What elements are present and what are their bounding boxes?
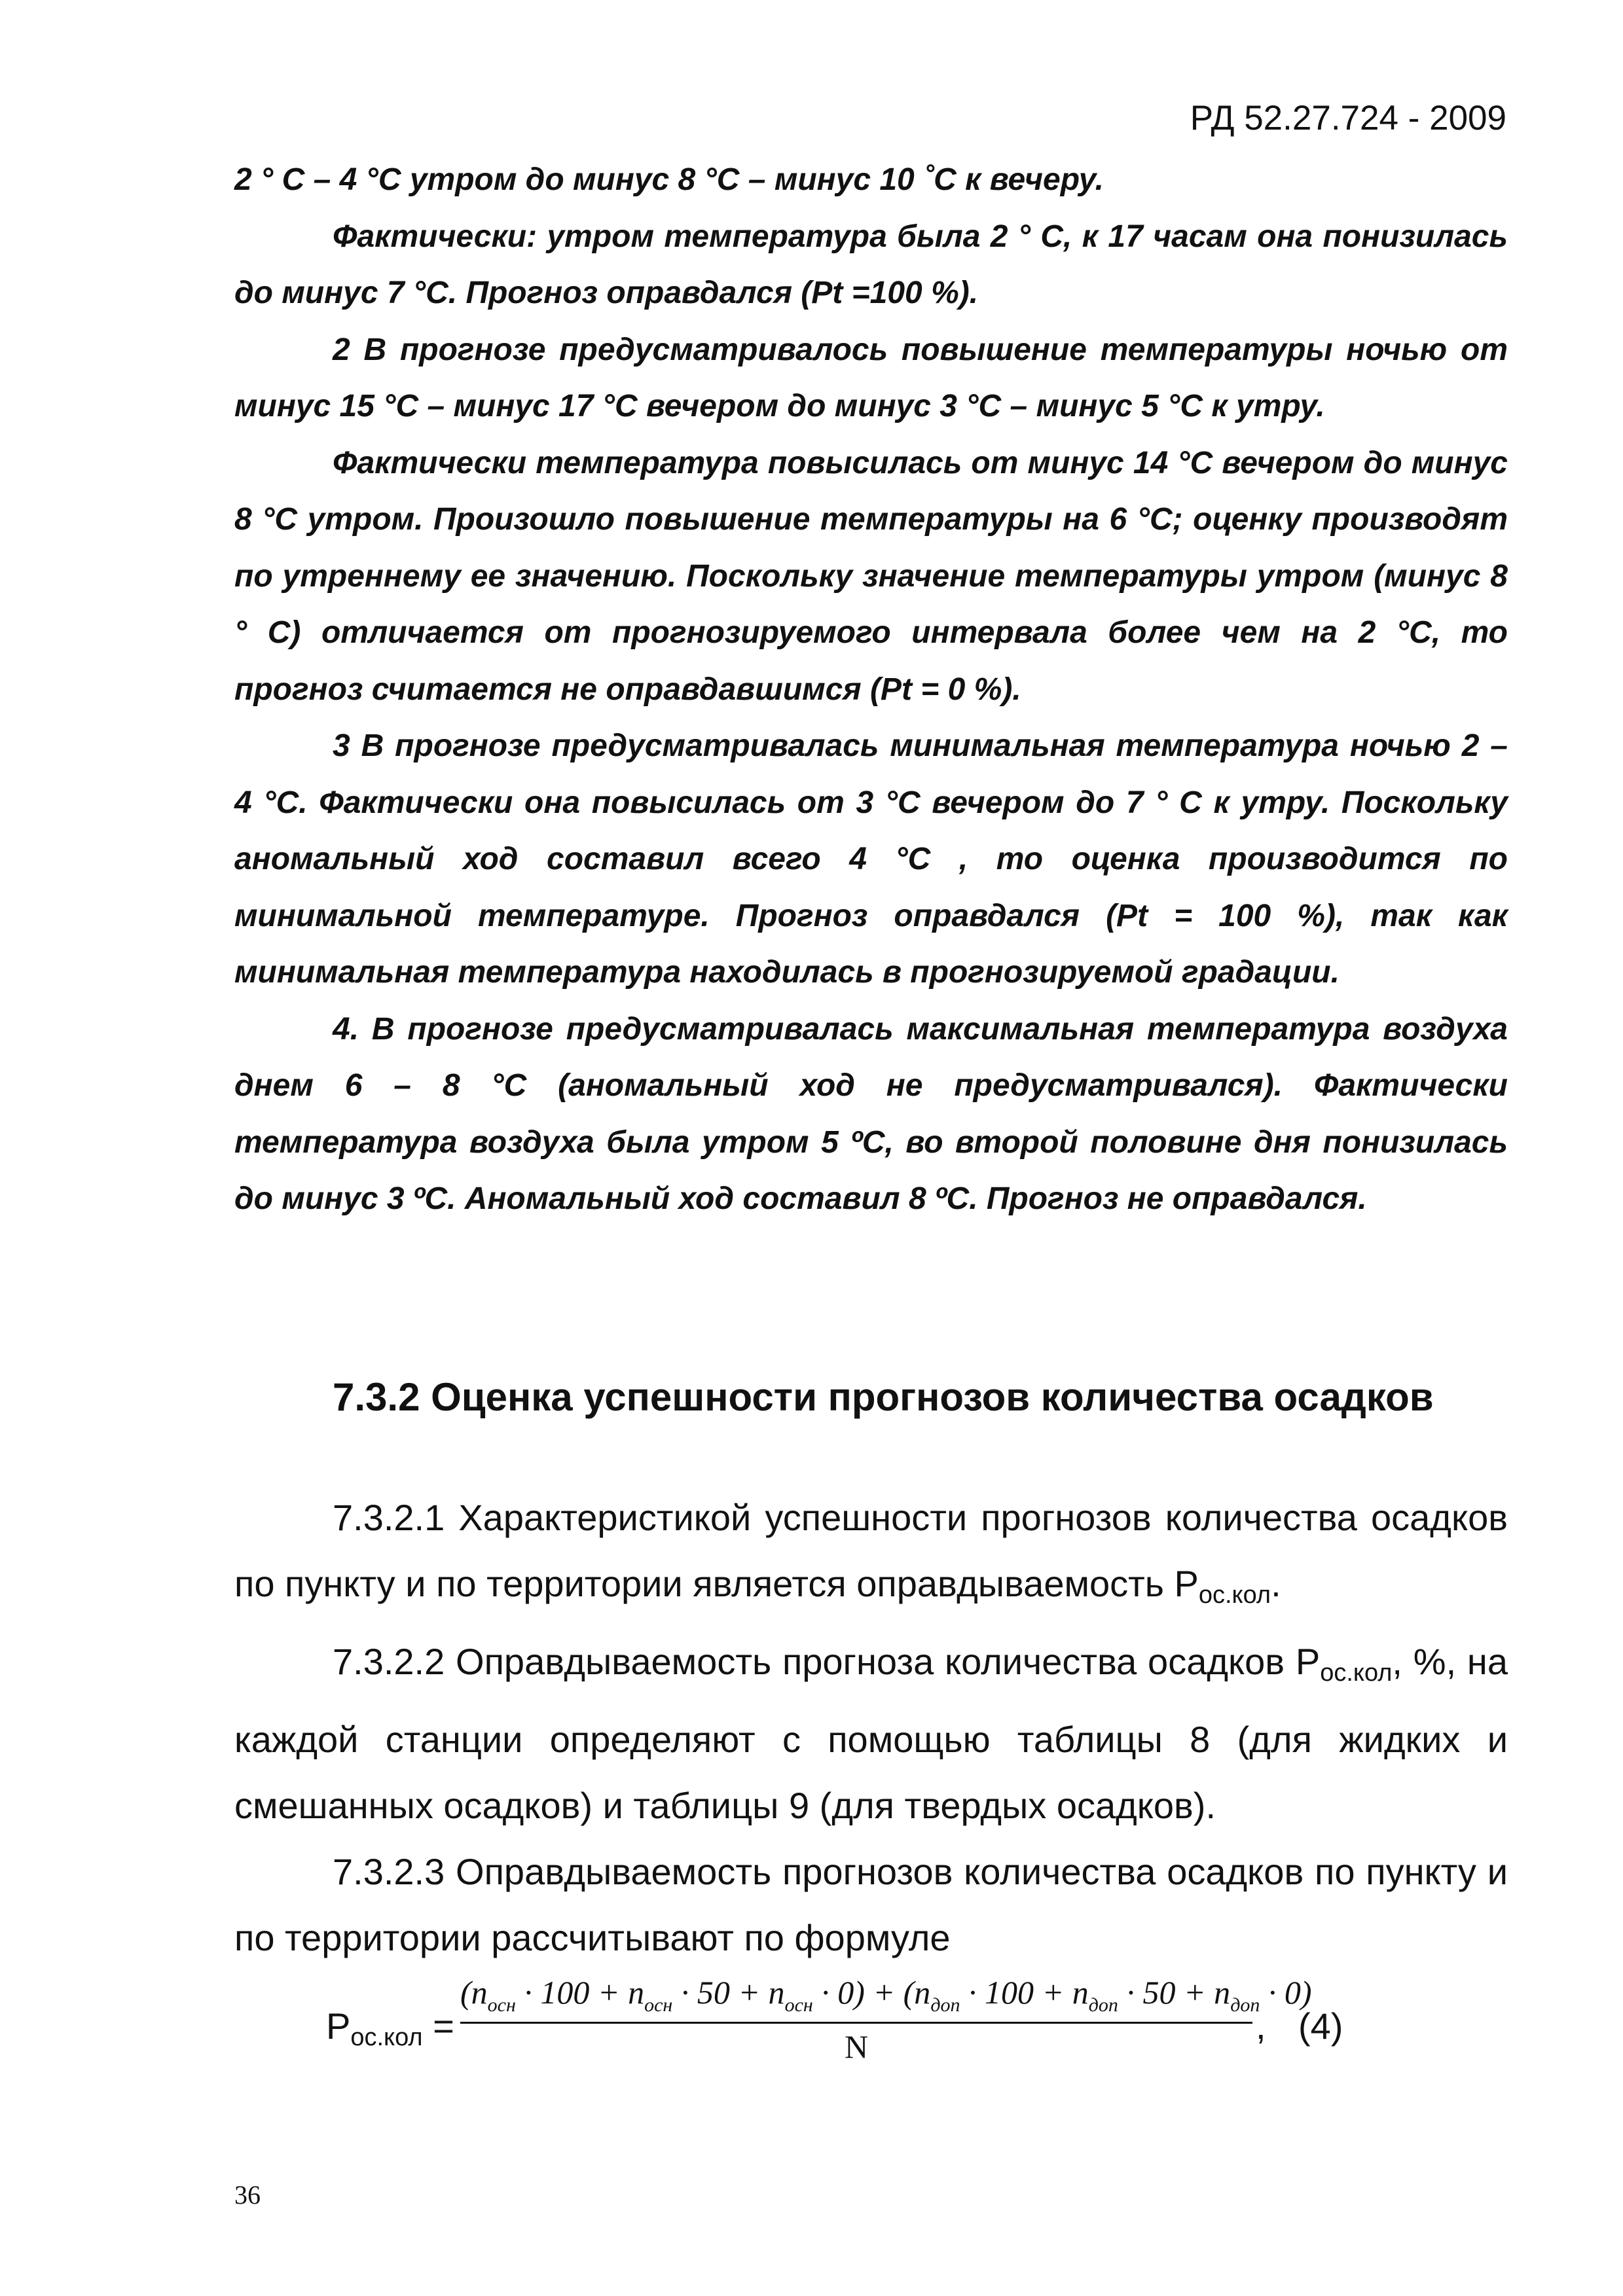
example-paragraph: 2 В прогнозе предусматривалось повышение температуры ночью от минус 15 °С – минус 17 °С вечером до минус 3 °С – минус 5 °С к утру. bbox=[234, 332, 1508, 423]
num-sub: осн bbox=[487, 1994, 516, 2016]
num-part: · 100 + n bbox=[515, 1974, 645, 2011]
num-part: · 50 + n bbox=[672, 1974, 785, 2011]
paragraph-end: . bbox=[1271, 1563, 1281, 1604]
paragraph-text: 7.3.2.1 Характеристикой успешности прогнозов количества осадков по пункту и по территории является оправдываемость P bbox=[234, 1497, 1508, 1604]
subscript: ос.кол bbox=[1320, 1659, 1393, 1687]
num-part: (n bbox=[460, 1974, 488, 2011]
equation-number: (4) bbox=[1298, 2005, 1343, 2047]
formula-equals: = bbox=[422, 2005, 454, 2047]
example-paragraph: 4. В прогнозе предусматривалась максимальная температура воздуха днем 6 – 8 °С (аномальный ход не предусматривался). Фактически температура воздуха была утром 5 ºС, во второй половине дня понизилась до минус 3 ºС. Аномальный ход составил 8 ºС. Прогноз не оправдался. bbox=[234, 1011, 1508, 1216]
formula-numerator bbox=[460, 1973, 1312, 2022]
formula-4 bbox=[326, 1973, 1439, 2085]
example-paragraph: 2 ° С – 4 °С утром до минус 8 °С – минус 10 ˚С к вечеру. bbox=[234, 162, 1104, 197]
num-sub: доп bbox=[1230, 1994, 1260, 2016]
formula-denominator: N bbox=[844, 2028, 869, 2065]
paragraph-end: , %, на каждой станции определяют с помощью таблицы 8 (для жидких и смешанных осадков) и таблицы 9 (для твердых осадков). bbox=[234, 1641, 1508, 1826]
formula-fraction bbox=[460, 1973, 1312, 2066]
example-paragraph: 3 В прогнозе предусматривалась минимальная температура ночью 2 – 4 °С. Фактически она повысилась от 3 °С вечером до 7 ° С к утру. Поскольку аномальный ход составил всего 4 °С , то оценка производится по минимальной температуре. Прогноз оправдался (Pt = 100 %), так как минимальная температура находилась в прогнозируемой градации. bbox=[234, 728, 1508, 990]
num-part: · 100 + n bbox=[960, 1974, 1089, 2011]
page-number: 36 bbox=[234, 2180, 261, 2210]
paragraph-text: 7.3.2.2 Оправдываемость прогноза количества осадков P bbox=[333, 1641, 1321, 1682]
formula-lhs bbox=[326, 2005, 454, 2052]
section-title: 7.3.2 Оценка успешности прогнозов количества осадков bbox=[333, 1375, 1434, 1419]
paragraph-7-3-2-2 bbox=[234, 1628, 1508, 1839]
document-header: РД 52.27.724 - 2009 bbox=[1190, 99, 1506, 137]
example-paragraph: Фактически: утром температура была 2 ° С, к 17 часам она понизилась до минус 7 °С. Прогноз оправдался (Pt =100 %). bbox=[234, 219, 1508, 310]
body-text bbox=[234, 1484, 1508, 1971]
num-part: · 0) + (n bbox=[812, 1974, 931, 2011]
num-sub: доп bbox=[1088, 1994, 1118, 2016]
example-block bbox=[234, 152, 1508, 1228]
formula-lhs-symbol: P bbox=[326, 2005, 351, 2047]
paragraph-7-3-2-3: 7.3.2.3 Оправдываемость прогнозов количества осадков по пункту и по территории рассчитывают по формуле bbox=[234, 1851, 1508, 1958]
num-sub: осн bbox=[644, 1994, 673, 2016]
formula-comma: , bbox=[1256, 2005, 1266, 2047]
formula-lhs-subscript: ос.кол bbox=[350, 2024, 423, 2051]
num-part: · 50 + n bbox=[1118, 1974, 1231, 2011]
example-paragraph: Фактически температура повысилась от минус 14 °С вечером до минус 8 °С утром. Произошло повышение температуры на 6 °С; оценку производят по утреннему ее значению. Поскольку значение температуры утром (минус 8 ° С) отличается от прогнозируемого интервала более чем на 2 °С, то прогноз считается не оправдавшимся (Pt = 0 %). bbox=[234, 445, 1508, 707]
num-sub: осн bbox=[784, 1994, 813, 2016]
num-part: · 0) bbox=[1260, 1974, 1312, 2011]
subscript: ос.кол bbox=[1198, 1581, 1271, 1609]
num-sub: доп bbox=[930, 1994, 960, 2016]
paragraph-7-3-2-1 bbox=[234, 1484, 1508, 1628]
